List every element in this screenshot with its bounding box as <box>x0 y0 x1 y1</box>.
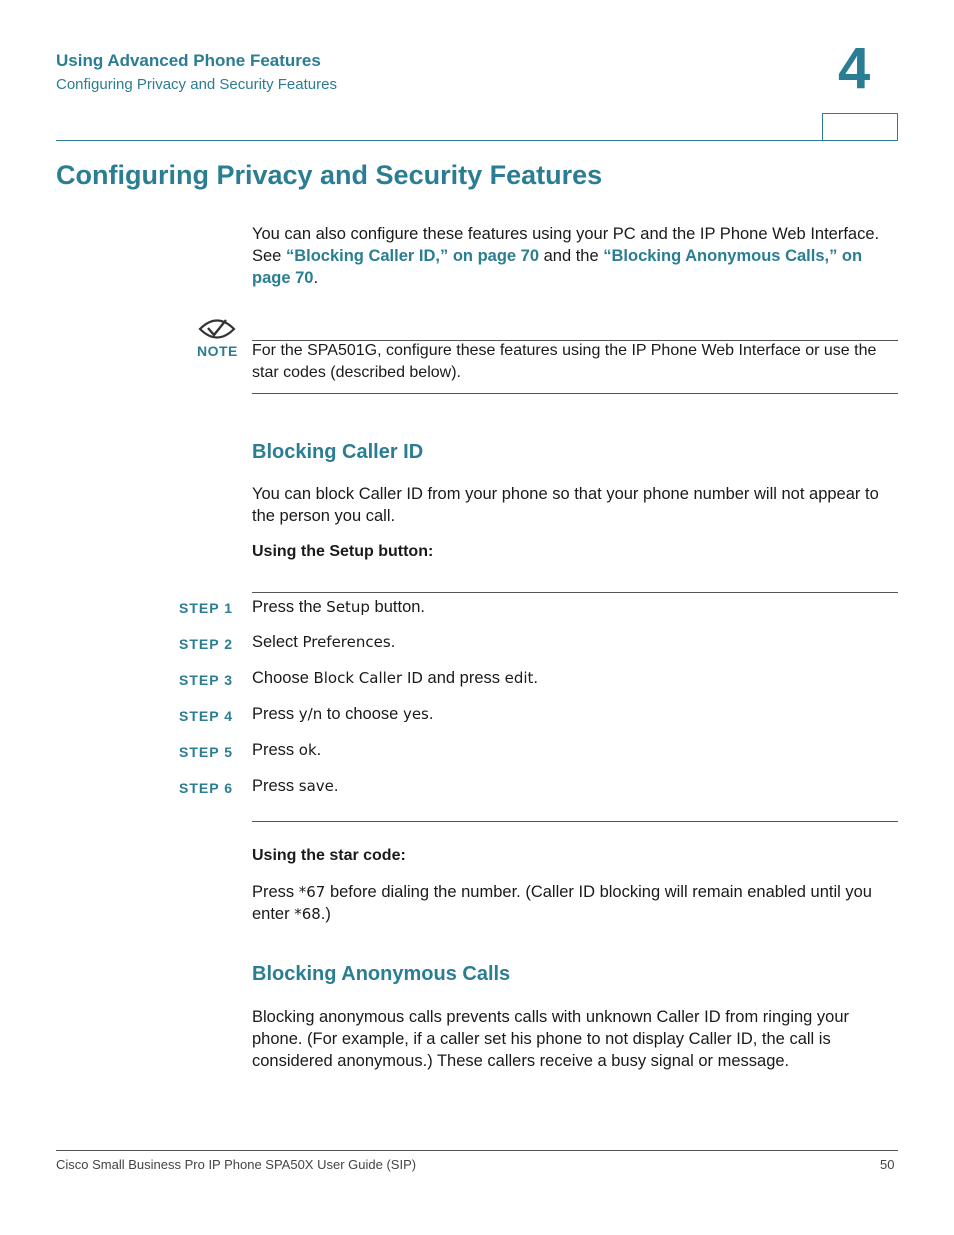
heading-blocking-anonymous-calls: Blocking Anonymous Calls <box>252 963 511 985</box>
note-text: For the SPA501G, configure these features using the IP Phone Web Interface or use the star codes (described below). <box>252 342 877 381</box>
heading-blocking-caller-id: Blocking Caller ID <box>252 441 424 463</box>
step-label: STEP 4 <box>179 708 233 724</box>
footer-guide-title: Cisco Small Business Pro IP Phone SPA50X User Guide (SIP) <box>56 1157 417 1172</box>
step-text: Press ok. <box>252 741 322 759</box>
step-text: Press save. <box>252 777 339 795</box>
intro-text-3: . <box>313 269 319 287</box>
setup-lead: Using the Setup button: <box>252 543 434 560</box>
page-number: 50 <box>880 1157 895 1172</box>
step-text: Press the Setup button. <box>252 598 426 616</box>
anonymous-calls-text: Blocking anonymous calls prevents calls with unknown Caller ID from ringing your phone. (For example, if a caller set his phone to not display Caller ID, the call is considered anonymous.) These callers receive a busy signal or message. <box>252 1008 850 1070</box>
chapter-title: Using Advanced Phone Features <box>56 51 321 70</box>
note-label: NOTE <box>197 343 238 359</box>
chapter-number: 4 <box>838 36 871 101</box>
link-blocking-anonymous-calls[interactable]: “Blocking Anonymous Calls,” on page 70 <box>252 247 863 287</box>
page-title: Configuring Privacy and Security Features <box>56 160 603 190</box>
step-label: STEP 2 <box>179 636 233 652</box>
note-bottom-rule <box>252 393 898 394</box>
step-text: Press y/n to choose yes. <box>252 705 434 723</box>
header-rule <box>56 140 898 141</box>
chapter-tab <box>822 113 898 140</box>
step-label: STEP 5 <box>179 744 233 760</box>
footer-rule <box>56 1150 898 1151</box>
pen-check-icon <box>197 314 237 344</box>
step-text: Choose Block Caller ID and press edit. <box>252 669 538 687</box>
step-label: STEP 1 <box>179 600 233 616</box>
steps-top-rule <box>252 592 898 593</box>
intro-paragraph <box>252 223 898 289</box>
caller-id-intro: You can block Caller ID from your phone so that your phone number will not appear to the person you call. <box>252 485 879 525</box>
step-label: STEP 3 <box>179 672 233 688</box>
section-title: Configuring Privacy and Security Features <box>56 76 337 93</box>
intro-text-2: and the <box>539 247 604 265</box>
star-code-lead: Using the star code: <box>252 847 406 864</box>
star-code-text: Press *67 before dialing the number. (Caller ID blocking will remain enabled until you enter *68.) <box>252 883 872 923</box>
step-text: Select Preferences. <box>252 633 396 651</box>
link-blocking-caller-id[interactable]: “Blocking Caller ID,” on page 70 <box>285 247 540 265</box>
intro-text-1: You can also configure these features using your PC and the IP Phone Web Interface. See <box>252 225 880 265</box>
steps-bottom-rule <box>252 821 898 822</box>
step-label: STEP 6 <box>179 780 233 796</box>
